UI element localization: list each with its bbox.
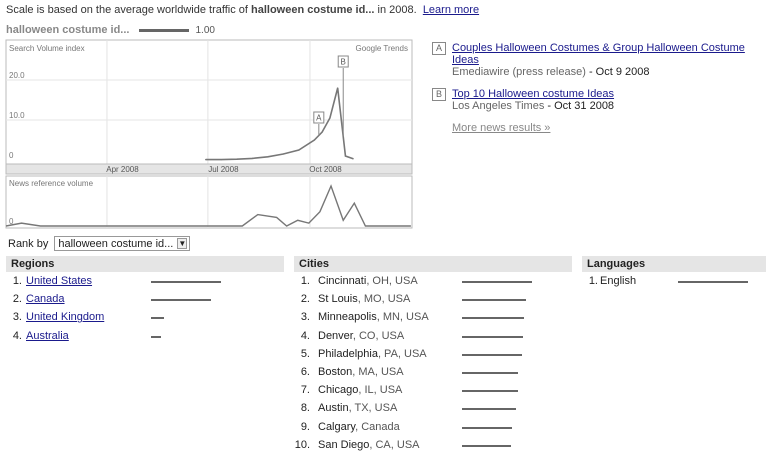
languages-panel [582, 256, 766, 290]
cities-list [294, 272, 572, 454]
news-date-a: - Oct 9 2008 [585, 66, 650, 78]
rank-bar [151, 299, 211, 301]
region-row [6, 327, 284, 345]
city-region: , MA, USA [352, 365, 404, 378]
news-title-b[interactable]: Top 10 Halloween costume Ideas [452, 88, 615, 100]
rank-number: 6. [300, 365, 310, 378]
rank-bar [462, 390, 518, 392]
scale-description [6, 4, 479, 16]
rank-name [26, 327, 69, 345]
regions-panel [6, 256, 284, 345]
rank-name [318, 363, 404, 381]
chart-legend [6, 24, 215, 36]
search-data-point [221, 159, 222, 160]
rank-number: 1. [588, 275, 598, 287]
news-volume-label: News reference volume [9, 179, 94, 188]
rank-number: 1. [12, 275, 22, 287]
city-row [294, 363, 572, 381]
search-data-point [337, 87, 338, 88]
search-data-point [236, 159, 237, 160]
rank-number: 2. [12, 293, 22, 306]
rank-number: 3. [12, 311, 22, 324]
rank-bar [151, 281, 221, 283]
city-row [294, 308, 572, 326]
city-name: St Louis [318, 293, 358, 306]
rank-number: 9. [300, 420, 310, 433]
x-tick-label: Oct 2008 [309, 165, 342, 174]
news-source-a: Emediawire (press release) [452, 66, 586, 78]
city-row [294, 327, 572, 345]
rank-number: 1. [300, 275, 310, 287]
rank-name [318, 418, 400, 436]
city-region: , TX, USA [348, 402, 398, 415]
rank-bar [678, 281, 748, 283]
city-region: , MN, USA [376, 311, 429, 324]
rank-number: 3. [300, 311, 310, 324]
rank-bar [462, 372, 518, 374]
city-row [294, 418, 572, 436]
rank-name [318, 345, 427, 363]
city-row [294, 381, 572, 399]
search-data-point [283, 153, 284, 154]
city-name: Austin [318, 402, 349, 415]
rank-by [8, 236, 190, 251]
rank-name [318, 436, 420, 454]
rank-bar [462, 317, 524, 319]
legend-swatch [139, 29, 189, 32]
news-item-b [432, 88, 762, 112]
region-row [6, 290, 284, 308]
city-name: San Diego [318, 438, 370, 451]
city-row [294, 345, 572, 363]
search-data-point [298, 149, 299, 150]
rank-number: 5. [300, 347, 310, 360]
cities-header: Cities [294, 256, 572, 272]
region-row [6, 272, 284, 290]
chevron-down-icon[interactable]: ▼ [178, 239, 187, 248]
rank-name: English [600, 275, 637, 287]
news-item-a [432, 42, 762, 78]
regions-list [6, 272, 284, 345]
news-volume-zero: 0 [9, 217, 14, 226]
legend-value: 1.00 [195, 24, 215, 36]
rank-number: 7. [300, 384, 310, 397]
rank-number: 10. [294, 438, 310, 451]
rank-by-select[interactable] [54, 236, 190, 251]
city-row [294, 399, 572, 417]
scale-term: halloween costume id... [251, 4, 375, 16]
annotation-letter: B [340, 57, 346, 67]
rank-bar [462, 408, 516, 410]
news-list [432, 42, 762, 134]
search-data-point [353, 158, 354, 159]
city-region: , Canada [355, 420, 400, 433]
annotation-letter: A [316, 113, 322, 123]
city-name: Boston [318, 365, 353, 378]
search-data-point [267, 156, 268, 157]
y-tick-label: 20.0 [9, 71, 25, 80]
regions-header: Regions [6, 256, 284, 272]
language-row [582, 272, 766, 290]
rank-bar [462, 299, 526, 301]
rank-name [318, 381, 402, 399]
rank-name [318, 327, 404, 345]
city-name: Calgary [318, 420, 356, 433]
rank-name [318, 290, 410, 308]
city-name: Minneapolis [318, 311, 377, 324]
rank-bar [151, 336, 161, 338]
rank-name [318, 272, 418, 290]
news-letter-b[interactable]: B [432, 88, 446, 101]
google-trends-brand: Google Trends [355, 44, 408, 53]
languages-header: Languages [582, 256, 766, 272]
rank-bar [462, 445, 511, 447]
city-row [294, 290, 572, 308]
x-tick-label: Apr 2008 [106, 165, 139, 174]
y-tick-label: 0 [9, 151, 14, 160]
city-region: , IL, USA [358, 384, 403, 397]
rank-by-value: halloween costume id... [58, 237, 174, 250]
more-news-link[interactable]: More news results » [452, 122, 551, 134]
city-region: , MO, USA [357, 293, 411, 306]
search-data-point [314, 139, 315, 140]
rank-number: 8. [300, 402, 310, 415]
search-data-point [252, 158, 253, 159]
city-region: , PA, USA [377, 347, 427, 360]
search-volume-label: Search Volume index [9, 44, 85, 53]
region-row [6, 308, 284, 326]
rank-number: 4. [12, 329, 22, 342]
region-link[interactable]: United States [26, 275, 93, 287]
rank-number: 4. [300, 329, 310, 342]
city-name: Denver [318, 329, 353, 342]
rank-number: 2. [300, 293, 310, 306]
rank-name [26, 272, 92, 290]
cities-panel [294, 256, 572, 454]
city-region: , OH, USA [366, 275, 418, 287]
search-data-point [205, 159, 206, 160]
news-title-a[interactable]: Couples Halloween Costumes & Group Halloween Costume Ideas [452, 42, 745, 66]
search-data-point [345, 155, 346, 156]
rank-bar [462, 336, 523, 338]
city-name: Cincinnati [318, 275, 367, 287]
search-data-point [329, 117, 330, 118]
rank-bar [462, 281, 532, 283]
rank-bar [462, 427, 512, 429]
city-name: Philadelphia [318, 347, 378, 360]
x-tick-label: Jul 2008 [208, 165, 239, 174]
city-row [294, 272, 572, 290]
scale-suffix: in 2008. [374, 4, 417, 16]
news-date-b: - Oct 31 2008 [544, 100, 615, 112]
city-region: , CA, USA [369, 438, 420, 451]
legend-term: halloween costume id... [6, 24, 130, 36]
learn-more-link[interactable]: Learn more [422, 4, 480, 16]
rank-name [318, 399, 397, 417]
news-letter-a[interactable]: A [432, 42, 446, 55]
rank-bar [151, 317, 164, 319]
region-link[interactable]: United Kingdom [26, 311, 105, 324]
y-tick-label: 10.0 [9, 111, 25, 120]
city-region: , CO, USA [352, 329, 405, 342]
city-name: Chicago [318, 384, 359, 397]
scale-prefix: Scale is based on the average worldwide traffic of [6, 4, 251, 16]
region-link[interactable]: Canada [26, 293, 65, 306]
search-volume-frame [6, 40, 412, 164]
city-row [294, 436, 572, 454]
rank-name [318, 308, 429, 326]
rank-bar [462, 354, 522, 356]
rank-name [26, 290, 65, 308]
rank-by-label: Rank by [8, 237, 49, 250]
news-source-b: Los Angeles Times [452, 100, 545, 112]
trends-chart [0, 36, 420, 232]
languages-list [582, 272, 766, 290]
region-link[interactable]: Australia [26, 329, 69, 342]
search-data-point [322, 131, 323, 132]
rank-name [26, 308, 104, 326]
